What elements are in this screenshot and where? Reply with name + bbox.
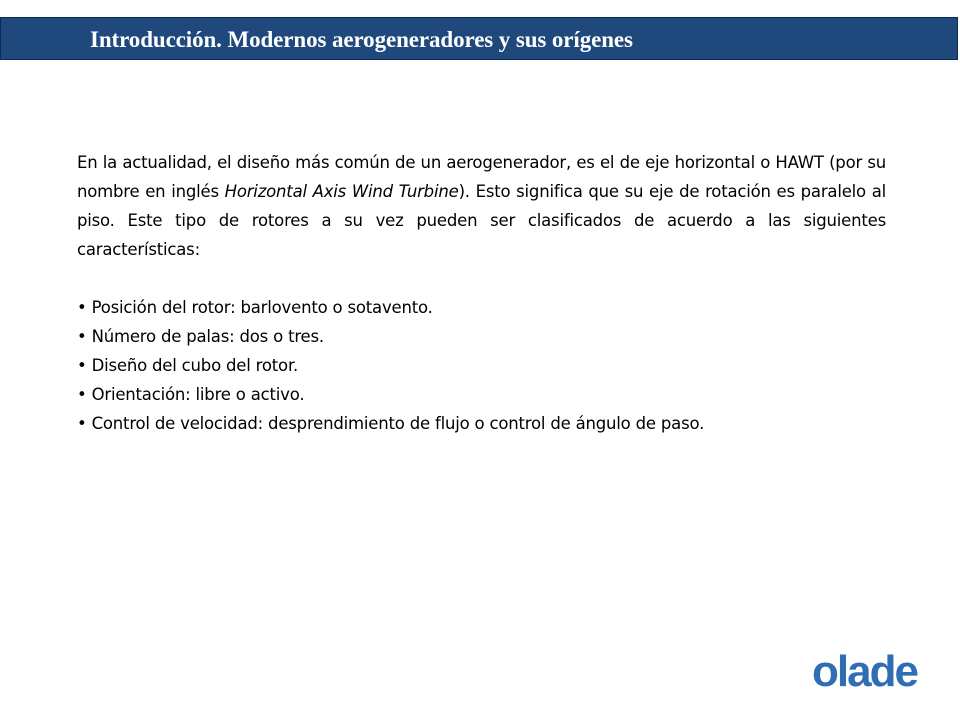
paragraph-text-start: En la actualidad, el diseño más común de un aerogenerador, es el de eje horizontal o HAWT (por su nombre en inglés [77,153,886,201]
paragraph-text-end: ). Esto significa que su eje de rotación es paralelo al piso. Este tipo de rotores a su vez pueden ser clasificados de acuerdo a las siguientes características: [77,182,887,259]
characteristics-list [77,293,886,438]
intro-paragraph [77,148,886,264]
list-item: • Posición del rotor: barlovento o sotavento. [77,298,433,317]
list-item: • Número de palas: dos o tres. [77,327,324,346]
slide-content [77,148,886,438]
title-bar [0,17,958,60]
paragraph-italic-term: Horizontal Axis Wind Turbine [224,182,459,201]
slide-title: Introducción. Modernos aerogeneradores y sus orígenes [90,27,633,52]
list-item: • Control de velocidad: desprendimiento de flujo o control de ángulo de paso. [77,414,705,433]
olade-logo: olade [812,647,917,696]
list-item: • Diseño del cubo del rotor. [77,356,299,375]
list-item: • Orientación: libre o activo. [77,385,305,404]
